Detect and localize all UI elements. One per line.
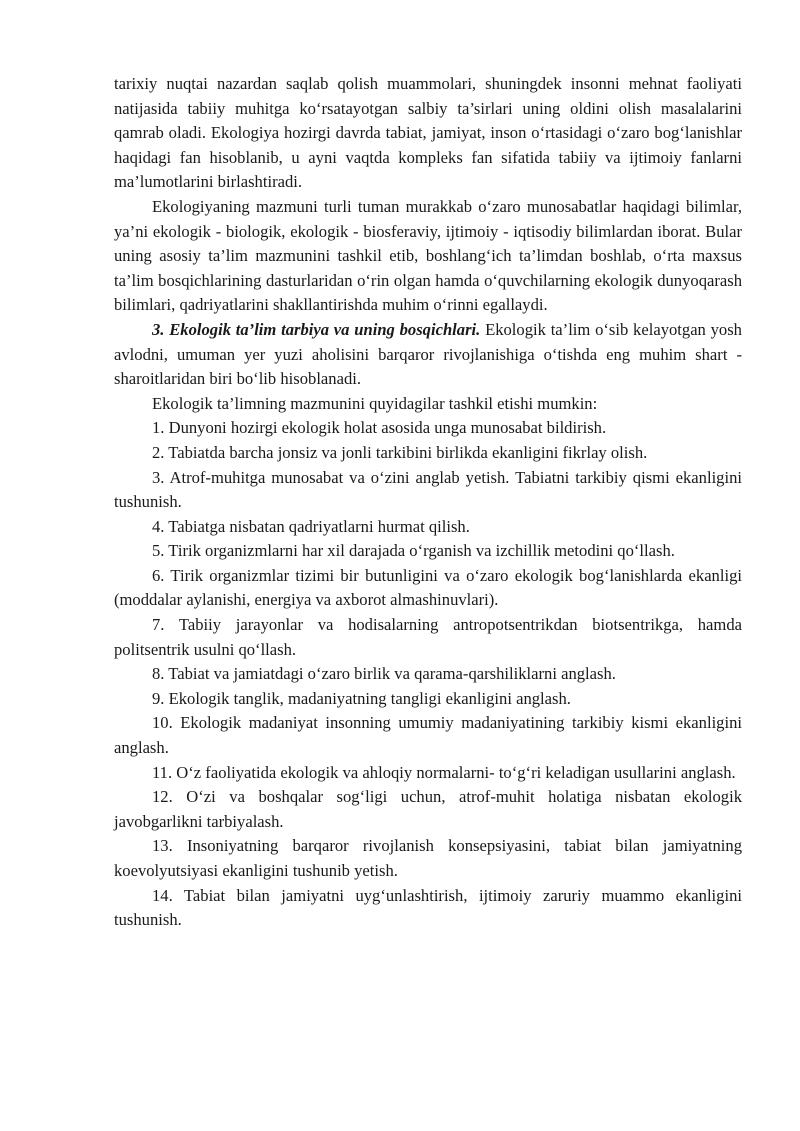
- list-item: 2. Tabiatda barcha jonsiz va jonli tarkibini birlikda ekanligini fikrlay olish.: [152, 442, 648, 462]
- list-item: 8. Tabiat va jamiatdagi o‘zaro birlik va qarama-qarshiliklarni anglash.: [152, 664, 616, 684]
- list-item: 3. Atrof-muhitga munosabat va o‘zini anglab yetish. Tabiatni tarkibiy qismi ekanligini tushunish.: [114, 467, 742, 512]
- content-paragraph: Ekologiyaning mazmuni turli tuman murakkab o‘zaro munosabatlar haqidagi bilimlar, ya’ni ekologik - biologik, ekologik - biosferaviy, ijtimoiy - iqtisodiy bilimlardan iborat. Bular uning asosiy ta’lim mazmunini tashkil etib, boshlang‘ich ta’limdan boshlab, o‘rta maxsus ta’lim bosqichlarining dasturlaridan o‘rin olgan hamda o‘quvchilarning ekologik dunyoqarash bilimlari, qadriyatlarini shakllantirishda muhim o‘rinni egallaydi.: [114, 196, 742, 315]
- list-item: 11. O‘z faoliyatida ekologik va ahloqiy normalarni- to‘g‘ri keladigan usullarini anglash.: [152, 762, 736, 782]
- list-item: 13. Insoniyatning barqaror rivojlanish konsepsiyasini, tabiat bilan jamiyatning koevolyutsiyasi ekanligini tushunib yetish.: [114, 836, 742, 880]
- list-item: 6. Tirik organizmlar tizimi bir butunligini va o‘zaro ekologik bog‘lanishlarda ekanligi (moddalar aylanishi, energiya va axborot almashinuvlari).: [114, 565, 742, 610]
- list-item: 5. Tirik organizmlarni har xil darajada o‘rganish va izchillik metodini qo‘llash.: [152, 541, 675, 561]
- list-item: 9. Ekologik tanglik, madaniyatning tangligi ekanligini anglash.: [152, 688, 571, 708]
- section-body: Ekologik ta’lim o‘sib kelayotgan yosh avlodni, umuman yer yuzi aholisini barqaror rivojlanishiga o‘tishda eng muhim shart - sharoitlaridan biri bo‘lib hisoblanadi.: [114, 319, 742, 389]
- list-item: 7. Tabiiy jarayonlar va hodisalarning antropotsentrikdan biotsentrikga, hamda politsentrik usulni qo‘llash.: [114, 615, 742, 659]
- intro-paragraph: tarixiy nuqtai nazardan saqlab qolish muammolari, shuningdek insonni mehnat faoliyati natijasida tabiiy muhitga ko‘rsatayotgan salbiy ta’sirlari uning oldini olish masalalarini qamrab oladi. Ekologiya hozirgi davrda tabiat, jamiyat, inson o‘rtasidagi o‘zaro bog‘lanishlar haqidagi fan hisoblanib, u ayni vaqtda kompleks fan sifatida tabiiy va ijtimoiy fanlarni ma’lumotlarini birlashtiradi.: [114, 74, 742, 192]
- section-paragraph: [114, 318, 742, 392]
- content-list: [114, 416, 742, 932]
- list-item: 1. Dunyoni hozirgi ekologik holat asosida unga munosabat bildirish.: [152, 418, 607, 438]
- list-item: 4. Tabiatga nisbatan qadriyatlarni hurmat qilish.: [152, 516, 470, 536]
- section-heading: 3. Ekologik ta’lim tarbiya va uning bosqichlari.: [152, 319, 481, 339]
- list-item: 12. O‘zi va boshqalar sog‘ligi uchun, atrof-muhit holatiga nisbatan ekologik javobgarlikni tarbiyalash.: [114, 787, 742, 831]
- list-item: 10. Ekologik madaniyat insonning umumiy madaniyatining tarkibiy kismi ekanligini anglash.: [114, 713, 742, 758]
- list-intro: Ekologik ta’limning mazmunini quyidagilar tashkil etishi mumkin:: [152, 393, 598, 413]
- document-page: [114, 72, 742, 933]
- list-item: 14. Tabiat bilan jamiyatni uyg‘unlashtirish, ijtimoiy zaruriy muammo ekanligini tushunish.: [114, 885, 742, 930]
